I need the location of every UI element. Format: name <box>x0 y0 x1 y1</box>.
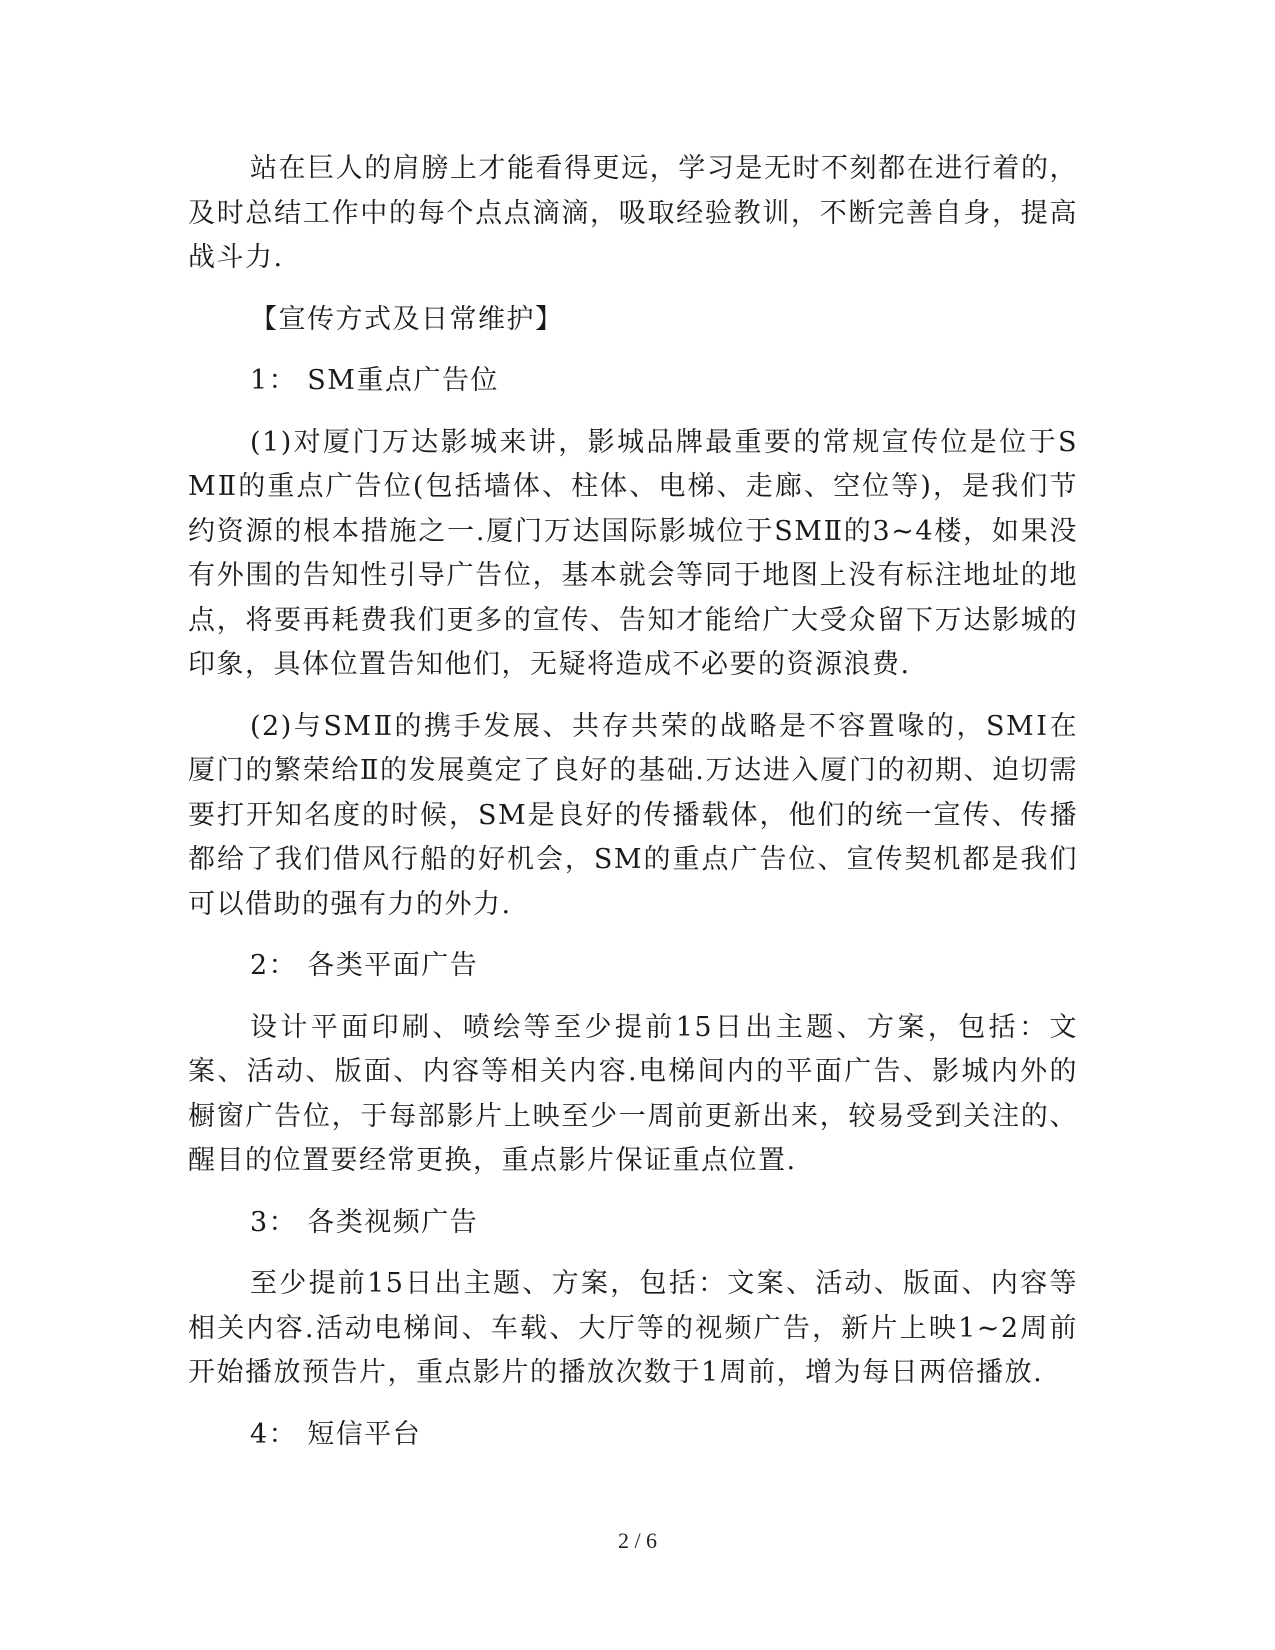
section-heading: 【宣传方式及日常维护】 <box>250 303 564 335</box>
paragraph-sm-ad-positions-2: (2)与SMⅡ的携手发展、共存共荣的战略是不容置喙的，SMⅠ在厦门的繁荣给Ⅱ的发展奠定了良好的基础.万达进入厦门的初期、迫切需要打开知名度的时候，SM是良好的传播载体，他们的统一宣传、传播都给了我们借风行船的好机会，SM的重点广告位、宣传契机都是我们可以借助的强有力的外力. <box>188 710 1078 920</box>
paragraph-print-ads: 设计平面印刷、喷绘等至少提前15日出主题、方案，包括：文案、活动、版面、内容等相关内容.电梯间内的平面广告、影城内外的橱窗广告位，于每部影片上映至少一周前更新出来，较易受到关注的、醒目的位置要经常更换，重点影片保证重点位置. <box>188 1011 1078 1176</box>
document-body <box>188 147 1078 1457</box>
paragraph-intro: 站在巨人的肩膀上才能看得更远，学习是无时不刻都在进行着的，及时总结工作中的每个点点滴滴，吸取经验教训，不断完善自身，提高战斗力. <box>188 153 1078 273</box>
paragraph-video-ads: 至少提前15日出主题、方案，包括：文案、活动、版面、内容等相关内容.活动电梯间、车载、大厅等的视频广告，新片上映1~2周前开始播放预告片，重点影片的播放次数于1周前，增为每日两倍播放. <box>188 1268 1078 1388</box>
subheading-print-ads: 2： 各类平面广告 <box>250 950 479 981</box>
page-number: 2 / 6 <box>617 1528 658 1553</box>
paragraph-sm-ad-positions-1: (1)对厦门万达影城来讲，影城品牌最重要的常规宣传位是位于SMⅡ的重点广告位(包括墙体、柱体、电梯、走廊、空位等)，是我们节约资源的根本措施之一.厦门万达国际影城位于SMⅡ的3~4楼，如果没有外围的告知性引导广告位，基本就会等同于地图上没有标注地址的地点，将要再耗费我们更多的宣传、告知才能给广大受众留下万达影城的印象，具体位置告知他们，无疑将造成不必要的资源浪费. <box>188 426 1078 680</box>
subheading-sms-platform: 4： 短信平台 <box>250 1418 422 1450</box>
subheading-video-ads: 3： 各类视频广告 <box>250 1206 479 1238</box>
subheading-sm-ad-positions: 1： SM重点广告位 <box>250 365 499 396</box>
